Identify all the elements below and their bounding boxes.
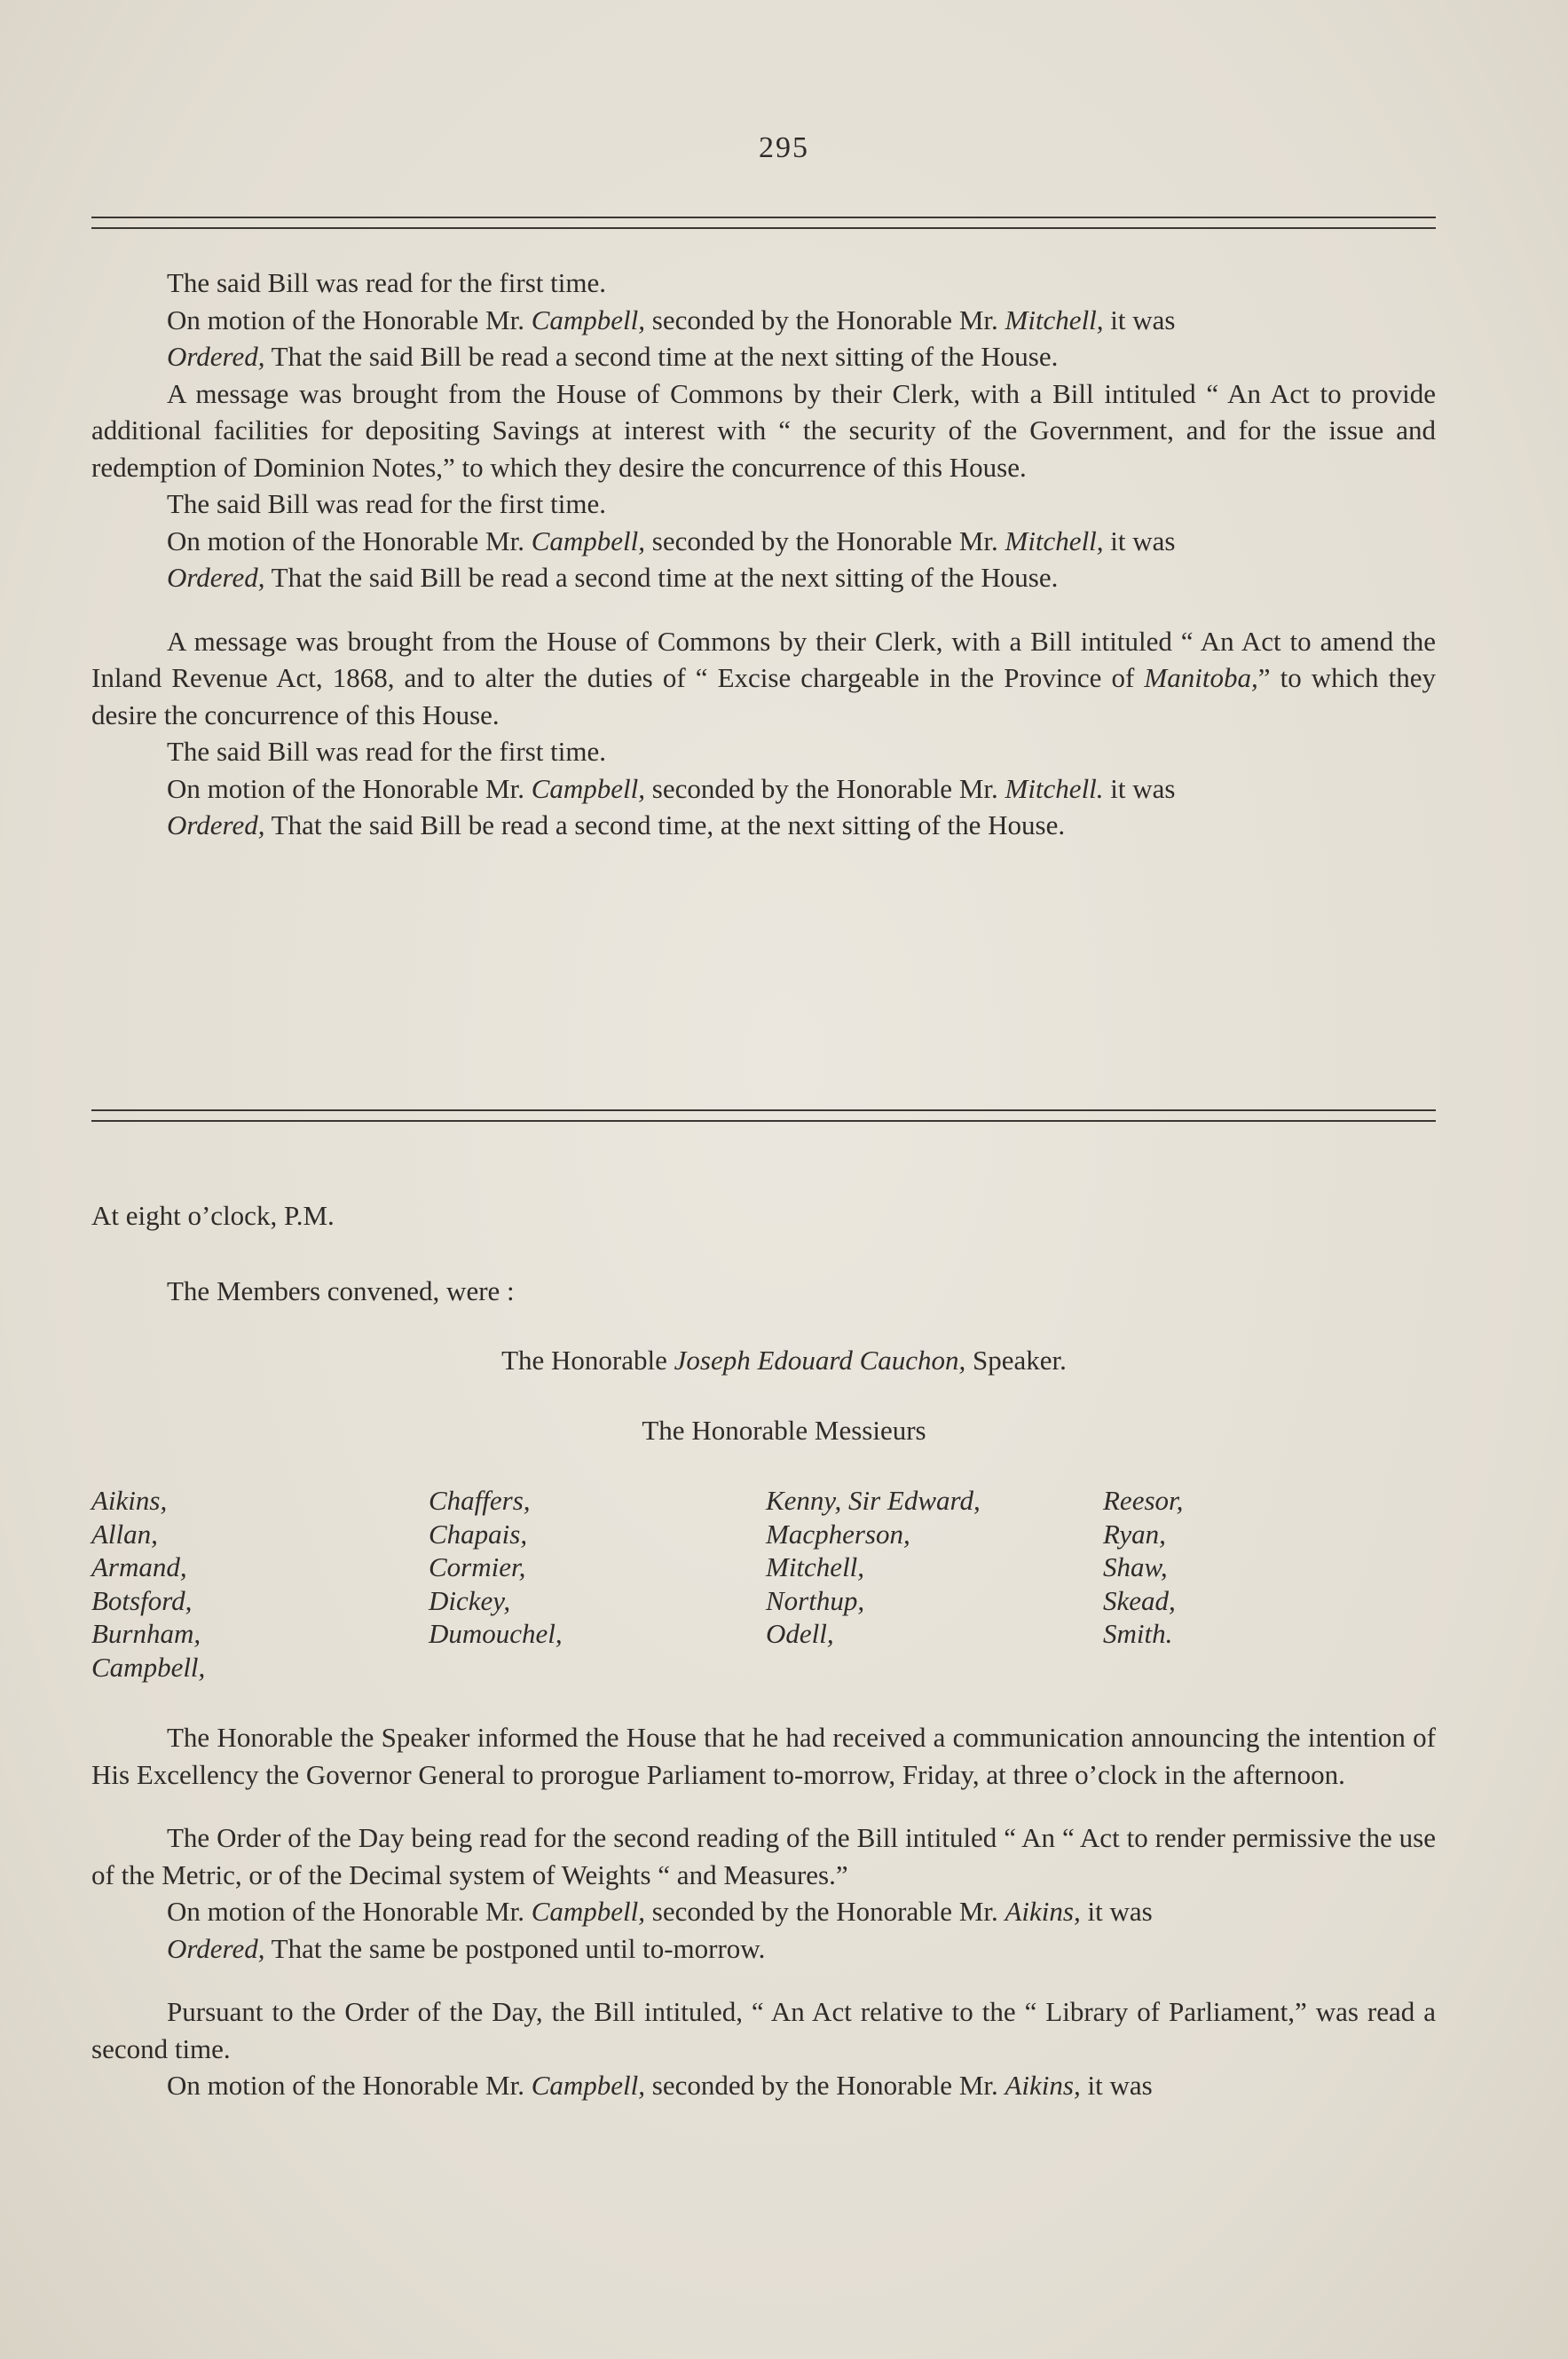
order-paragraph: Ordered, That the said Bill be read a second time, at the next sitting of the House. [167, 809, 1066, 840]
member-name: Kenny, Sir Edward, [766, 1485, 981, 1516]
speaker-line: The Honorable Joseph Edouard Cauchon, Speaker. [501, 1345, 1067, 1376]
order-paragraph: Ordered, That the said Bill be read a second time at the next sitting of the House. [167, 341, 1059, 372]
order-paragraph: Ordered, That the said Bill be read a second time at the next sitting of the House. [167, 562, 1059, 593]
top-double-rule [91, 217, 1436, 229]
order-of-day-paragraph: The Order of the Day being read for the second reading of the Bill intituled “ An “ Act to render permissive the use of the Metric, or of the Decimal system of Weights “ and Measures.” [91, 1822, 1436, 1890]
member-name: Chapais, [429, 1518, 528, 1550]
section-evening [91, 1719, 1436, 2104]
member-name: Ryan, [1103, 1518, 1166, 1550]
member-name: Macpherson, [766, 1518, 910, 1550]
paragraph: The said Bill was read for the first time. [167, 736, 607, 767]
member-name: Odell, [766, 1618, 834, 1649]
member-name: Shaw, [1103, 1551, 1168, 1582]
member-name: Cormier, [429, 1551, 526, 1582]
member-name: Botsford, [91, 1584, 193, 1616]
member-name: Northup, [766, 1584, 865, 1616]
members-convened-line: The Members convened, were : [167, 1275, 515, 1306]
member-name: Skead, [1103, 1584, 1176, 1616]
motion-paragraph: On motion of the Honorable Mr. Campbell, seconded by the Honorable Mr. Aikins, it was [167, 1896, 1153, 1927]
members-column-1 [91, 1484, 205, 1684]
order-paragraph: Ordered, That the same be postponed until to-morrow. [167, 1932, 766, 1964]
message-paragraph: A message was brought from the House of Commons by their Clerk, with a Bill intituled “ An Act to provide additional facilities for depositing Savings at interest with “ the security of the Government, and for the issue and redemption of Dominion Notes,” to which they desire the concurrence of this House. [91, 377, 1436, 483]
member-name: Campbell, [91, 1651, 206, 1683]
member-name: Armand, [91, 1551, 187, 1582]
paragraph: The said Bill was read for the first time. [167, 488, 607, 519]
members-column-2 [429, 1484, 563, 1651]
member-name: Dickey, [429, 1584, 511, 1616]
sitting-time: At eight o’clock, P.M. [91, 1200, 335, 1231]
page-number: 295 [759, 131, 809, 164]
paragraph: The said Bill was read for the first time. [167, 267, 607, 298]
motion-paragraph: On motion of the Honorable Mr. Campbell, seconded by the Honorable Mr. Mitchell. it was [167, 772, 1176, 804]
member-name: Smith. [1103, 1618, 1173, 1649]
member-name: Aikins, [91, 1485, 168, 1516]
message-paragraph: A message was brought from the House of Commons by their Clerk, with a Bill intituled “ An Act to amend the Inland Revenue Act, 1868, and to alter the duties of “ Excise chargeable in the Province of Manitoba,” to which they desire the concurrence of this House. [91, 625, 1436, 730]
speaker-announcement: The Honorable the Speaker informed the House that he had received a communication announcing the intention of His Excellency the Governor General to prorogue Parliament to-morrow, Friday, at three o’clock in the afternoon. [91, 1722, 1436, 1790]
member-name: Mitchell, [766, 1551, 865, 1582]
messieurs-heading: The Honorable Messieurs [642, 1415, 926, 1446]
members-list [91, 1484, 1334, 1715]
members-column-4 [1103, 1484, 1183, 1651]
motion-paragraph: On motion of the Honorable Mr. Campbell, seconded by the Honorable Mr. Aikins, it was [167, 2070, 1153, 2101]
member-name: Dumouchel, [429, 1618, 563, 1649]
section-afternoon [91, 264, 1436, 844]
member-name: Reesor, [1103, 1485, 1184, 1516]
member-name: Allan, [91, 1518, 158, 1550]
motion-paragraph: On motion of the Honorable Mr. Campbell, seconded by the Honorable Mr. Mitchell, it was [167, 304, 1176, 335]
mid-double-rule [91, 1109, 1436, 1122]
member-name: Chaffers, [429, 1485, 531, 1516]
members-column-3 [766, 1484, 981, 1651]
order-of-day-paragraph: Pursuant to the Order of the Day, the Bill intituled, “ An Act relative to the “ Library of Parliament,” was read a second time. [91, 1996, 1436, 2064]
motion-paragraph: On motion of the Honorable Mr. Campbell, seconded by the Honorable Mr. Mitchell, it was [167, 525, 1176, 556]
member-name: Burnham, [91, 1618, 201, 1649]
